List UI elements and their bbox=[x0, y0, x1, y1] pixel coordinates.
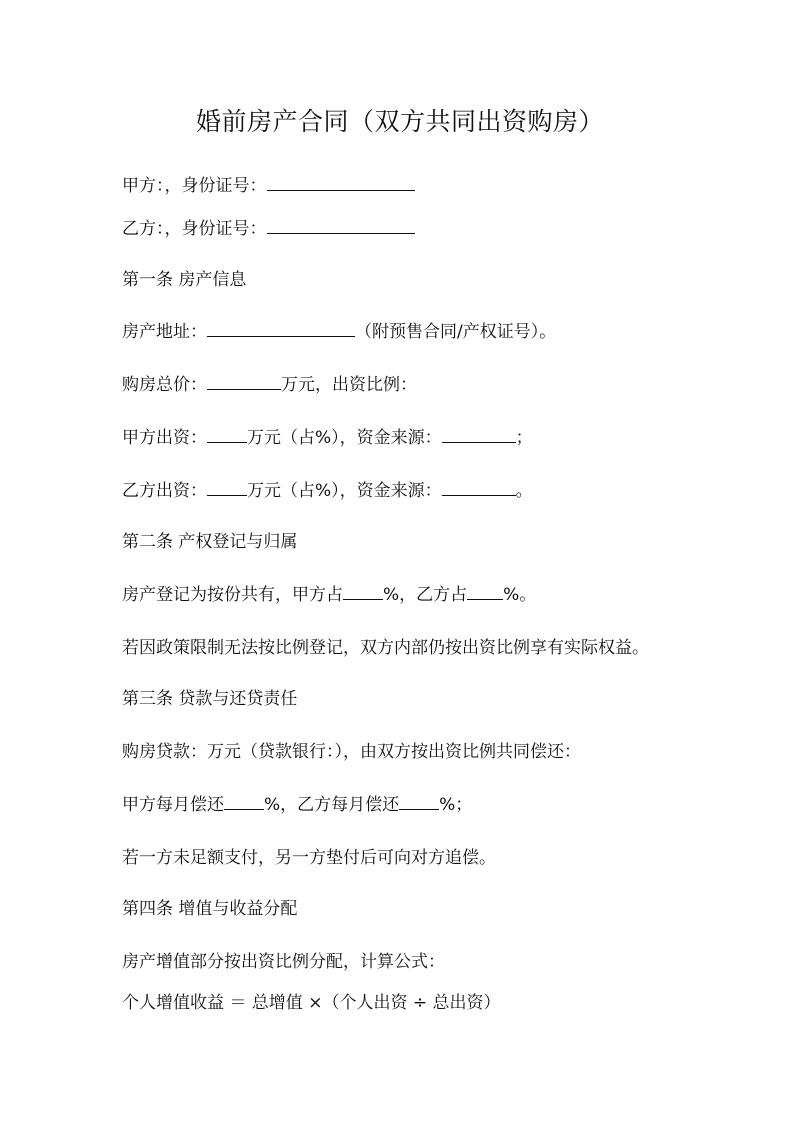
id-number-blank bbox=[267, 216, 415, 234]
party-b-contribution-line bbox=[122, 478, 533, 504]
contribution-mid: 万元（占%），资金来源： bbox=[247, 428, 442, 448]
article-1-heading: 第一条 房产信息 bbox=[122, 270, 247, 290]
fund-source-blank bbox=[442, 425, 516, 443]
total-price-label: 购房总价： bbox=[122, 375, 207, 395]
repayment-blank bbox=[399, 792, 439, 810]
address-suffix: （附预售合同/产权证号）。 bbox=[355, 322, 557, 342]
contribution-mid: 万元（占%），资金来源： bbox=[247, 481, 442, 501]
document-title: 婚前房产合同（双方共同出资购房） bbox=[195, 107, 604, 136]
amount-blank bbox=[207, 425, 247, 443]
repayment-text: %； bbox=[439, 795, 473, 815]
article-4-heading: 第四条 增值与收益分配 bbox=[122, 899, 298, 919]
article-3-heading: 第三条 贷款与还贷责任 bbox=[122, 689, 298, 709]
address-label: 房产地址： bbox=[122, 322, 207, 342]
fund-source-blank bbox=[442, 478, 516, 496]
monthly-repayment-line bbox=[122, 792, 472, 818]
contribution-label: 乙方出资： bbox=[122, 481, 207, 501]
share-blank bbox=[343, 582, 383, 600]
party-a-contribution-line bbox=[122, 425, 533, 451]
appreciation-formula: 个人增值收益 ＝ 总增值 ×（个人出资 ÷ 总出资） bbox=[122, 993, 501, 1013]
amount-blank bbox=[207, 478, 247, 496]
total-price-blank bbox=[207, 372, 281, 390]
registration-text: %。 bbox=[503, 585, 537, 605]
registration-line bbox=[122, 582, 536, 608]
party-a-line bbox=[122, 173, 415, 199]
party-a-label: 甲方：，身份证号： bbox=[122, 176, 267, 196]
contribution-end: 。 bbox=[515, 481, 533, 501]
repayment-text: 甲方每月偿还 bbox=[122, 795, 224, 815]
loan-line: 购房贷款：万元（贷款银行：），由双方按出资比例共同偿还： bbox=[122, 742, 581, 762]
registration-text: 房产登记为按份共有，甲方占 bbox=[122, 585, 343, 605]
party-b-line bbox=[122, 216, 415, 242]
contribution-end: ； bbox=[515, 428, 533, 448]
contribution-label: 甲方出资： bbox=[122, 428, 207, 448]
address-line bbox=[122, 319, 556, 345]
advance-payment-line: 若一方未足额支付，另一方垫付后可向对方追偿。 bbox=[122, 848, 496, 868]
total-price-suffix: 万元，出资比例： bbox=[281, 375, 417, 395]
registration-text: %，乙方占 bbox=[383, 585, 468, 605]
registration-fallback: 若因政策限制无法按比例登记，双方内部仍按出资比例享有实际权益。 bbox=[122, 638, 649, 658]
repayment-blank bbox=[224, 792, 264, 810]
repayment-text: %，乙方每月偿还 bbox=[264, 795, 400, 815]
party-b-label: 乙方：，身份证号： bbox=[122, 219, 267, 239]
appreciation-intro: 房产增值部分按出资比例分配，计算公式： bbox=[122, 952, 445, 972]
id-number-blank bbox=[267, 173, 415, 191]
address-blank bbox=[207, 319, 355, 337]
total-price-line bbox=[122, 372, 417, 398]
share-blank bbox=[467, 582, 503, 600]
article-2-heading: 第二条 产权登记与归属 bbox=[122, 532, 298, 552]
